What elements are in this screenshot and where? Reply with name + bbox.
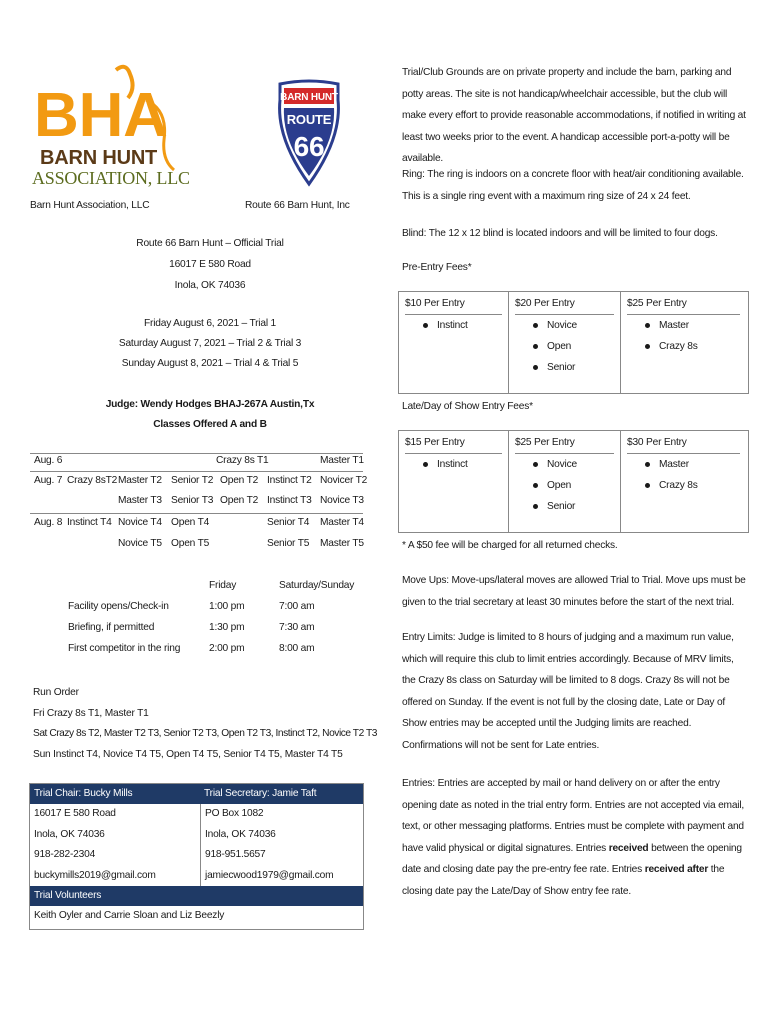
secretary-title: Trial Secretary: Jamie Taft	[204, 788, 317, 799]
aug8-instinct-t4: Instinct T4	[67, 517, 112, 528]
entries-bold: received	[608, 842, 649, 854]
aug8-master-t5: Master T5	[320, 538, 364, 549]
secretary-info	[201, 804, 333, 886]
late-fee-col	[621, 431, 746, 532]
times-head-satsun: Saturday/Sunday	[279, 580, 355, 591]
event-addr2: Inola, OK 74036	[174, 280, 246, 291]
run-order-fri: Fri Crazy 8s T1, Master T1	[33, 707, 149, 719]
entries-part: Entries: Entries are accepted by mail or hand delivery on or after the entry opening date as noted in the trial entry form. Entries are not accepted via email, text, or other messaging platforms. Entries must be complete with payment and have valid physical or digital signatures. Entries	[402, 778, 745, 854]
time-row-fri: 1:30 pm	[209, 622, 245, 633]
late-fee-head: $30 Per Entry	[627, 433, 740, 454]
late-fee-head: $15 Per Entry	[405, 433, 502, 454]
late-entry-title: Late/Day of Show Entry Fees*	[402, 401, 533, 412]
time-row-sat: 7:30 am	[279, 622, 315, 633]
aug7-novice-t2: Novicer T2	[320, 475, 368, 486]
secretary-email: jamiecwood1979@gmail.com	[205, 869, 334, 881]
pre-entry-title: Pre-Entry Fees*	[402, 262, 472, 273]
times-table	[68, 580, 358, 662]
aug7-open-t3: Open T2	[220, 495, 259, 506]
fee-item: Senior	[515, 496, 614, 517]
aug7-master-t2: Master T2	[118, 475, 162, 486]
fee-item: Novice	[515, 315, 614, 336]
blind-text: Blind: The 12 x 12 blind is located indoors and will be limited to four dogs.	[402, 228, 718, 239]
entries-text	[402, 773, 747, 902]
returned-check-note: * A $50 fee will be charged for all returned checks.	[402, 540, 618, 551]
org-left: Barn Hunt Association, LLC	[30, 200, 150, 211]
chair-email: buckymills2019@gmail.com	[34, 869, 156, 881]
chair-title: Trial Chair: Bucky Mills	[34, 788, 133, 799]
class-schedule	[30, 452, 368, 557]
aug8-open-t4: Open T4	[171, 517, 210, 528]
judge: Judge: Wendy Hodges BHAJ-267A Austin,Tx	[105, 399, 315, 410]
fee-item: Open	[515, 336, 614, 357]
late-fee-col	[509, 431, 621, 532]
judge-block	[60, 395, 360, 435]
route66-num: 66	[293, 131, 325, 162]
aug8-open-t5: Open T5	[171, 538, 210, 549]
pre-entry-fees	[398, 291, 749, 394]
fee-item: Instinct	[405, 315, 502, 336]
fee-item: Novice	[515, 454, 614, 475]
aug8-senior-t4: Senior T4	[267, 517, 310, 528]
time-row-label: Facility opens/Check-in	[68, 601, 169, 612]
route66-top: BARN HUNT	[280, 92, 338, 103]
pre-fee-head: $25 Per Entry	[627, 294, 740, 315]
route66-mid: ROUTE	[286, 112, 332, 127]
secretary-phone: 918-951.5657	[205, 849, 266, 860]
aug7-novice-t3: Novice T3	[320, 495, 364, 506]
chair-info	[30, 804, 201, 886]
route66-logo	[276, 78, 342, 188]
aug7-instinct-t3: Instinct T3	[267, 495, 312, 506]
aug7-crazy8s: Crazy 8sT2	[67, 475, 118, 486]
ring-text: Ring: The ring is indoors on a concrete floor with heat/air conditioning available. This is a single ring event with a maximum ring size of 24 x 24 feet.	[402, 169, 744, 202]
run-order-sat: Sat Crazy 8s T2, Master T2 T3, Senior T2 T3, Open T2 T3, Instinct T2, Novice T2 T3	[33, 728, 377, 739]
aug7-label: Aug. 7	[34, 475, 63, 486]
contacts-box	[29, 783, 364, 930]
entries-part: between the opening date and closing date pay the pre-entry fee rate. Entries	[402, 842, 742, 875]
pre-fee-col	[399, 292, 509, 393]
fee-item: Open	[515, 475, 614, 496]
fee-item: Crazy 8s	[627, 336, 740, 357]
secretary-addr2: Inola, OK 74036	[205, 828, 276, 840]
late-fee-head: $25 Per Entry	[515, 433, 614, 454]
volunteers: Keith Oyler and Carrie Sloan and Liz Beezly	[34, 910, 225, 921]
aug7-master-t3: Master T3	[118, 495, 162, 506]
bha-line1: BARN HUNT	[40, 147, 158, 169]
volunteers-title: Trial Volunteers	[30, 886, 363, 906]
aug7-senior-t2: Senior T2	[171, 475, 214, 486]
aug6-crazy8s: Crazy 8s T1	[216, 455, 269, 466]
chair-addr2: Inola, OK 74036	[34, 828, 105, 840]
classes: Classes Offered A and B	[153, 419, 267, 430]
aug8-novice-t4: Novice T4	[118, 517, 162, 528]
time-row-sat: 8:00 am	[279, 643, 315, 654]
aug8-label: Aug. 8	[34, 517, 63, 528]
aug8-senior-t5: Senior T5	[267, 538, 310, 549]
pre-fee-head: $10 Per Entry	[405, 294, 502, 315]
fee-item: Crazy 8s	[627, 475, 740, 496]
aug7-open-t2: Open T2	[220, 475, 259, 486]
aug7-senior-t3: Senior T3	[171, 495, 214, 506]
pre-fee-head: $20 Per Entry	[515, 294, 614, 315]
pre-fee-col	[621, 292, 746, 393]
date-fri: Friday August 6, 2021 – Trial 1	[144, 318, 276, 329]
run-order-title: Run Order	[33, 687, 79, 698]
aug8-master-t4: Master T4	[320, 517, 364, 528]
aug6-label: Aug. 6	[34, 455, 63, 466]
secretary-addr1: PO Box 1082	[205, 808, 264, 819]
run-order	[33, 683, 377, 765]
time-row-label: Briefing, if permitted	[68, 622, 155, 633]
moveups-text: Move Ups: Move-ups/lateral moves are allowed Trial to Trial. Move ups must be given to the trial secretary at least 30 minutes before the start of the next trial.	[402, 575, 746, 608]
aug7-instinct-t2: Instinct T2	[267, 475, 312, 486]
fee-item: Instinct	[405, 454, 502, 475]
event-addr1: 16017 E 580 Road	[169, 259, 251, 270]
chair-phone: 918-282-2304	[34, 849, 96, 860]
time-row-fri: 2:00 pm	[209, 643, 245, 654]
time-row-sat: 7:00 am	[279, 601, 315, 612]
chair-addr1: 16017 E 580 Road	[34, 808, 116, 819]
pre-fee-col	[509, 292, 621, 393]
event-dates	[60, 314, 360, 374]
event-info	[60, 233, 360, 296]
org-right: Route 66 Barn Hunt, Inc	[245, 200, 350, 211]
event-title: Route 66 Barn Hunt – Official Trial	[136, 238, 284, 249]
fee-item: Master	[627, 454, 740, 475]
bha-letters: BHA	[34, 81, 168, 150]
run-order-sun: Sun Instinct T4, Novice T4 T5, Open T4 T5, Senior T4 T5, Master T4 T5	[33, 748, 343, 760]
fee-item: Master	[627, 315, 740, 336]
aug8-novice-t5: Novice T5	[118, 538, 162, 549]
fee-item: Senior	[515, 357, 614, 378]
entry-limits-text: Entry Limits: Judge is limited to 8 hours of judging and a maximum run value, which will require this club to limit entries accordingly. Because of MRV limits, the Crazy 8s class on Saturday will be limited to 8 dogs. Crazy 8s will not be offered on Sunday. If the event is not full by the closing date, Late or Day of Show entries may be accepted until the Judging limits are reached. Confirmations will not be sent for Late entries.	[402, 632, 734, 751]
grounds-text: Trial/Club Grounds are on private property and include the barn, parking and potty areas. The site is not handicap/wheelchair accessible, but the club will make every effort to provide reasonable accommodations, if notified in writing at least two weeks prior to the event. A handicap accessible port-a-potty will be available.	[402, 67, 746, 164]
time-row-label: First competitor in the ring	[68, 643, 181, 654]
date-sun: Sunday August 8, 2021 – Trial 4 & Trial 5	[121, 358, 299, 369]
time-row-fri: 1:00 pm	[209, 601, 245, 612]
entries-bold: received after	[644, 864, 709, 875]
date-sat: Saturday August 7, 2021 – Trial 2 & Trial 3	[118, 338, 302, 349]
late-fee-col	[399, 431, 509, 532]
bha-line2: ASSOCIATION, LLC	[32, 168, 190, 188]
bha-logo	[28, 60, 198, 190]
late-entry-fees	[398, 430, 749, 533]
times-head-friday: Friday	[209, 580, 237, 591]
entries-part: the closing date pay the Late/Day of Show entry fee rate.	[402, 864, 725, 897]
contacts-header	[30, 784, 363, 804]
aug6-master: Master T1	[320, 455, 364, 466]
